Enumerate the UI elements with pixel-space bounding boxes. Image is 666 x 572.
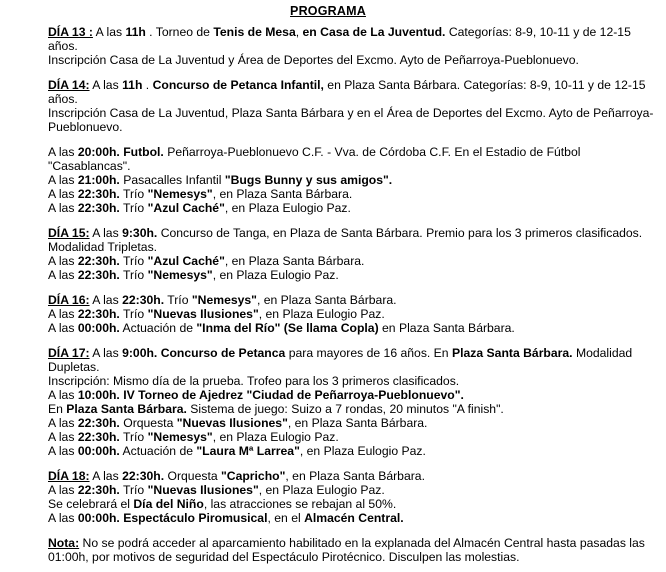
body-text: A las xyxy=(48,187,78,201)
emphasis-text: 22:30h. xyxy=(77,416,120,430)
body-text: No se podrá acceder al aparcamiento habilitado en la explanada del Almacén Central hasta pasadas las 01:00h, por motivos de seguridad del Espectáculo Pirotécnico. Disculpen las molestias. xyxy=(48,536,645,564)
body-text: , en Plaza Eulogio Paz. xyxy=(212,430,339,444)
body-text: Sistema de juego: Suizo a 7 rondas, 20 minutos "A finish". xyxy=(186,402,504,416)
body-text: Inscripción Casa de La Juventud, Plaza Santa Bárbara y en el Área de Deportes del Excmo. Ayto de Peñarroya-Pueblonuevo. xyxy=(48,106,654,134)
body-text: Modalidad Dupletas. xyxy=(48,346,633,374)
program-block-dia-16 xyxy=(48,293,660,335)
body-text: , en Plaza Eulogio Paz. xyxy=(258,483,385,497)
body-text: Inscripción: Mismo día de la prueba. Trofeo para los 3 primeros clasificados. xyxy=(48,374,460,388)
emphasis-text: "Nemesys" xyxy=(147,430,213,444)
body-text: A las xyxy=(48,483,78,497)
body-text: , en Plaza Santa Bárbara. xyxy=(285,469,425,483)
body-text: , en Plaza Santa Bárbara. xyxy=(212,187,353,201)
body-text: , en Plaza Eulogio Paz. xyxy=(212,268,339,282)
emphasis-text: 22:30h. xyxy=(77,254,120,268)
body-text: Trío xyxy=(164,293,192,307)
body-text: A las xyxy=(48,173,78,187)
program-line xyxy=(48,374,660,388)
program-line xyxy=(48,511,660,525)
body-text: A las xyxy=(89,226,123,240)
program-line xyxy=(48,430,660,444)
body-text: Inscripción Casa de La Juventud y Área de Deportes del Excmo. Ayto de Peñarroya-Pueblonuevo. xyxy=(48,53,579,67)
body-text: A las xyxy=(89,469,123,483)
emphasis-text: "Nemesys" xyxy=(147,268,213,282)
note-label: Nota: xyxy=(48,536,80,550)
emphasis-text: 22:30h. xyxy=(122,293,165,307)
body-text: A las xyxy=(48,511,78,525)
day-label: DÍA 14: xyxy=(48,78,90,92)
program-line xyxy=(48,268,660,282)
program-line xyxy=(48,483,660,497)
emphasis-text: 22:30h. xyxy=(77,187,120,201)
body-text: Trío xyxy=(119,483,148,497)
emphasis-text: 22:30h. xyxy=(77,268,120,282)
body-text: Concurso de Tanga, en Plaza de Santa Bárbara. Premio para los 3 primeros clasificados. Modalidad Tripletas. xyxy=(48,226,643,254)
emphasis-text: Plaza Santa Bárbara. xyxy=(66,402,187,416)
program-line xyxy=(48,536,660,564)
day-label: DÍA 17: xyxy=(48,346,90,360)
body-text: A las xyxy=(48,444,78,458)
body-text: , en Plaza Santa Bárbara. xyxy=(224,254,365,268)
page-title: PROGRAMA xyxy=(290,4,366,18)
emphasis-text: 22:30h. xyxy=(122,469,165,483)
program-block-dia-18 xyxy=(48,469,660,525)
program-line xyxy=(48,416,660,430)
emphasis-text: 9:30h. xyxy=(122,226,158,240)
body-text: Actuación de xyxy=(119,444,197,458)
program-line xyxy=(48,145,660,173)
body-text: en Plaza Santa Bárbara. Categorías: 8-9, 10-11 y de 12-15 años. xyxy=(48,78,646,106)
emphasis-text: 11h xyxy=(125,25,146,39)
program-line xyxy=(48,497,660,511)
emphasis-text: 22:30h. xyxy=(77,430,120,444)
emphasis-text: 00:00h. xyxy=(77,321,120,335)
emphasis-text: 22:30h. xyxy=(77,201,120,215)
program-line xyxy=(48,173,660,187)
program-block-dia-15 xyxy=(48,226,660,282)
program-line xyxy=(48,293,660,307)
body-text: , en Plaza Santa Bárbara. xyxy=(256,293,397,307)
body-text: Trío xyxy=(119,187,148,201)
program-line xyxy=(48,388,660,402)
body-text: Actuación de xyxy=(119,321,197,335)
program-line xyxy=(48,78,660,106)
body-text: A las xyxy=(48,416,78,430)
day-label: DÍA 13 : xyxy=(48,25,93,39)
emphasis-text: Día del Niño xyxy=(133,497,204,511)
program-line xyxy=(48,469,660,483)
program-blocks xyxy=(48,25,660,564)
body-text: A las xyxy=(48,307,78,321)
emphasis-text: "Nemesys" xyxy=(147,187,213,201)
body-text: Trío xyxy=(119,254,148,268)
emphasis-text: "Laura Mª Larrea" xyxy=(196,444,300,458)
body-text: A las xyxy=(89,346,123,360)
body-text: , en el xyxy=(267,511,305,525)
body-text: A las xyxy=(48,430,78,444)
body-text: Peñarroya-Pueblonuevo C.F. - Vva. de Córdoba C.F. En el Estadio de Fútbol "Casablancas". xyxy=(48,145,581,173)
body-text: . Torneo de xyxy=(145,25,214,39)
emphasis-text: 22:30h. xyxy=(77,307,120,321)
emphasis-text: 22:30h. xyxy=(77,483,120,497)
body-text: . xyxy=(142,78,153,92)
day-label: DÍA 15: xyxy=(48,226,90,240)
emphasis-text: "Bugs Bunny y sus amigos". xyxy=(224,173,393,187)
emphasis-text: 20:00h. Futbol. xyxy=(77,145,164,159)
emphasis-text: Almacén Central. xyxy=(304,511,404,525)
program-line xyxy=(48,321,660,335)
emphasis-text: Plaza Santa Bárbara. xyxy=(451,346,573,360)
emphasis-text: "Nemesys" xyxy=(191,293,257,307)
body-text: Orquesta xyxy=(119,416,177,430)
body-text: A las xyxy=(48,201,78,215)
emphasis-text: 21:00h. xyxy=(77,173,120,187)
body-text: , en Plaza Santa Bárbara. xyxy=(287,416,428,430)
day-label: DÍA 18: xyxy=(48,469,90,483)
emphasis-text: "Azul Caché" xyxy=(147,254,225,268)
body-text: Trío xyxy=(119,268,148,282)
body-text: en Plaza Santa Bárbara. xyxy=(378,321,515,335)
emphasis-text: 00:00h. Espectáculo Piromusical xyxy=(77,511,268,525)
body-text: A las xyxy=(48,268,78,282)
program-line xyxy=(48,346,660,374)
emphasis-text: "Nuevas Ilusiones" xyxy=(147,307,259,321)
program-block-nota xyxy=(48,536,660,564)
body-text: Trío xyxy=(119,307,148,321)
emphasis-text: en Casa de La Juventud. xyxy=(302,25,446,39)
emphasis-text: "Nuevas Ilusiones" xyxy=(176,416,288,430)
emphasis-text: 11h xyxy=(122,78,143,92)
body-text: Se celebrará el xyxy=(48,497,134,511)
body-text: A las xyxy=(92,25,126,39)
body-text: A las xyxy=(48,321,78,335)
program-block-dia-13 xyxy=(48,25,660,67)
program-line xyxy=(48,226,660,254)
emphasis-text: 10:00h. IV Torneo de Ajedrez "Ciudad de Peñarroya-Pueblonuevo". xyxy=(77,388,464,402)
body-text: A las xyxy=(89,78,123,92)
emphasis-text: Concurso de Petanca Infantil, xyxy=(152,78,324,92)
program-line xyxy=(48,201,660,215)
body-text: A las xyxy=(48,388,78,402)
body-text: Trío xyxy=(119,430,148,444)
body-text: Trío xyxy=(119,201,148,215)
emphasis-text: 9:00h. Concurso de Petanca xyxy=(122,346,286,360)
program-line xyxy=(48,444,660,458)
program-line xyxy=(48,106,660,134)
program-block-dia-14-eventos xyxy=(48,145,660,215)
program-block-dia-14 xyxy=(48,78,660,134)
program-line xyxy=(48,187,660,201)
program-line xyxy=(48,307,660,321)
program-block-dia-17 xyxy=(48,346,660,458)
body-text: Orquesta xyxy=(164,469,221,483)
body-text: , xyxy=(295,25,303,39)
body-text: para mayores de 16 años. En xyxy=(285,346,452,360)
body-text: En xyxy=(48,402,67,416)
emphasis-text: Tenis de Mesa xyxy=(213,25,296,39)
body-text: , en Plaza Eulogio Paz. xyxy=(258,307,385,321)
emphasis-text: "Azul Caché" xyxy=(147,201,225,215)
emphasis-text: "Nuevas Ilusiones" xyxy=(147,483,259,497)
program-line xyxy=(48,25,660,53)
body-text: Categorías: 8-9, 10-11 y de 12-15 años. xyxy=(48,25,631,53)
body-text: A las xyxy=(48,254,78,268)
body-text: , las atracciones se rebajan al 50%. xyxy=(203,497,397,511)
emphasis-text: "Capricho" xyxy=(221,469,286,483)
body-text: A las xyxy=(89,293,123,307)
body-text: Pasacalles Infantil xyxy=(119,173,225,187)
day-label: DÍA 16: xyxy=(48,293,90,307)
program-line xyxy=(48,254,660,268)
program-line xyxy=(48,402,660,416)
body-text: , en Plaza Eulogio Paz. xyxy=(299,444,426,458)
program-line xyxy=(48,53,660,67)
emphasis-text: 00:00h. xyxy=(77,444,120,458)
body-text: , en Plaza Eulogio Paz. xyxy=(224,201,351,215)
emphasis-text: "Inma del Río" (Se llama Copla) xyxy=(196,321,379,335)
body-text: A las xyxy=(48,145,78,159)
